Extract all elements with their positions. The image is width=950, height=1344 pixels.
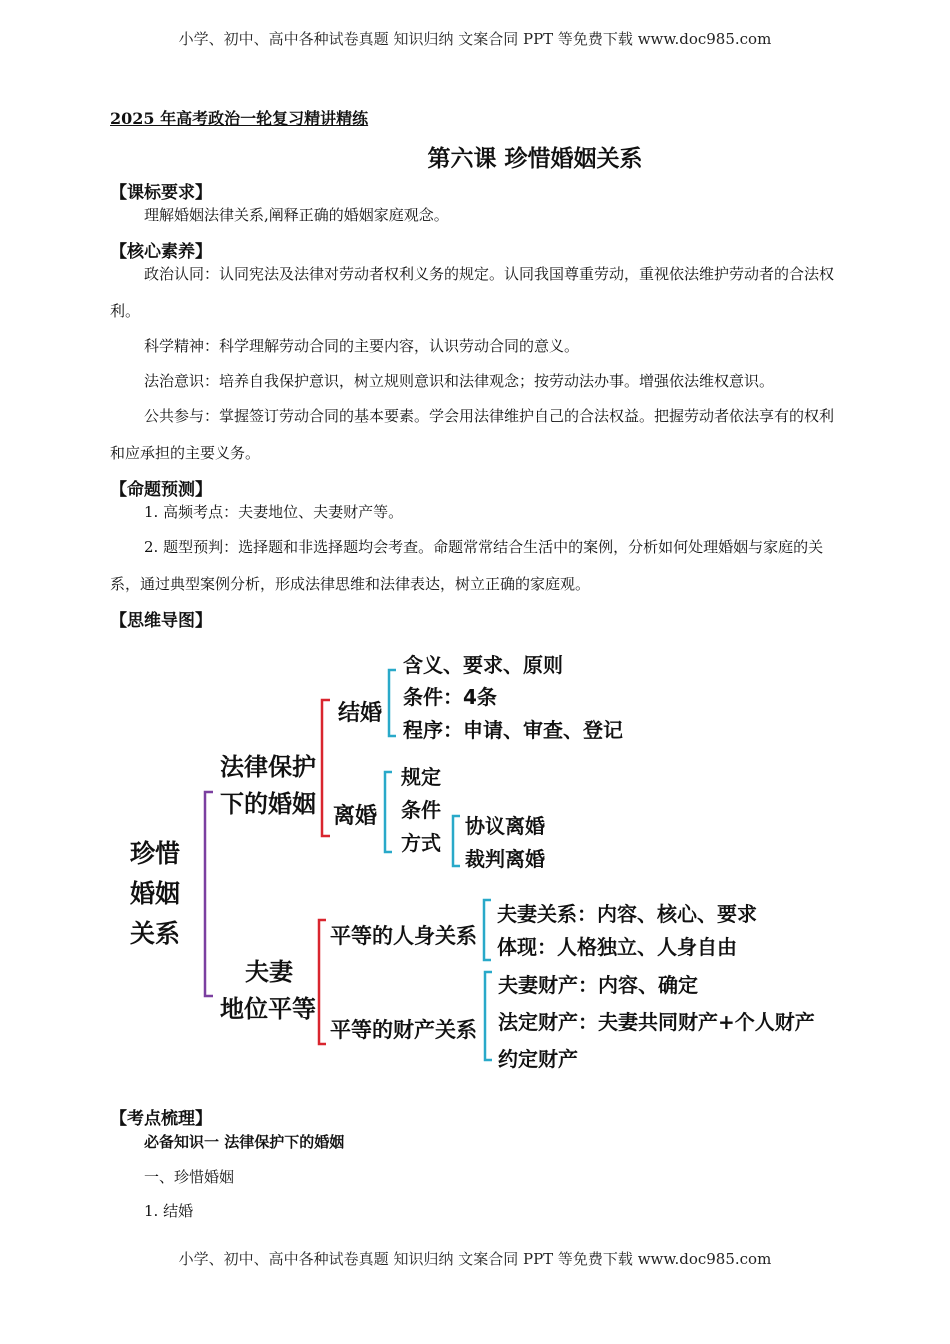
marriage-item-1: 含义、要求、原则 <box>403 653 563 677</box>
points-line-1: 一、珍惜婚姻 <box>144 1168 235 1186</box>
prediction-p1: 1. 高频考点：夫妻地位、夫妻财产等。 <box>144 503 404 521</box>
literacy-p1: 政治认同：认同宪法及法律对劳动者权利义务的规定。认同我国尊重劳动，重视依法维护劳动者的合法权利。 <box>110 265 835 320</box>
branch2-line-1: 夫妻 <box>245 958 293 986</box>
personal-item-2: 体现：人格独立、人身自由 <box>497 935 737 959</box>
divorce-way-2: 裁判离婚 <box>465 847 545 871</box>
branch1-line-2: 下的婚姻 <box>220 790 316 818</box>
divorce-bracket <box>385 772 392 852</box>
points-heading: 【考点梳理】 <box>110 1109 212 1129</box>
personal-item-1: 夫妻关系：内容、核心、要求 <box>497 902 757 926</box>
divorce-item-3: 方式 <box>401 831 441 855</box>
branch1-line-1: 法律保护 <box>220 753 316 781</box>
literacy-heading: 【核心素养】 <box>110 242 212 262</box>
divorce-node: 离婚 <box>333 804 378 829</box>
prediction-p2: 2. 题型预判：选择题和非选择题均会考查。命题常常结合生活中的案例，分析如何处理婚姻与家庭的关系，通过典型案例分析，形成法律思维和法律表达，树立正确的家庭观。 <box>110 538 824 593</box>
personal-bracket <box>484 900 491 960</box>
divorce-way-bracket <box>453 816 460 866</box>
curriculum-heading: 【课标要求】 <box>110 183 212 203</box>
property-item-3: 约定财产 <box>498 1047 578 1071</box>
root-line-3: 关系 <box>130 919 181 948</box>
curriculum-text: 理解婚姻法律关系,阐释正确的婚姻家庭观念。 <box>144 206 449 224</box>
prediction-heading: 【命题预测】 <box>110 480 212 500</box>
root-line-2: 婚姻 <box>130 879 181 908</box>
personal-node: 平等的人身关系 <box>330 924 477 948</box>
branch2-line-2: 地位平等 <box>220 995 316 1023</box>
marriage-bracket <box>389 670 396 736</box>
points-subheading: 必备知识一 法律保护下的婚姻 <box>144 1133 345 1151</box>
mind-map <box>0 640 950 1080</box>
mindmap-heading: 【思维导图】 <box>110 611 212 631</box>
literacy-p2: 科学精神：科学理解劳动合同的主要内容，认识劳动合同的意义。 <box>144 337 580 355</box>
divorce-item-2: 条件 <box>401 798 441 822</box>
root-bracket <box>205 792 213 996</box>
property-bracket <box>485 972 492 1060</box>
literacy-p4: 公共参与：掌握签订劳动合同的基本要素。学会用法律维护自己的合法权益。把握劳动者依法享有的权利和应承担的主要义务。 <box>110 407 835 462</box>
footer-banner: 小学、初中、高中各种试卷真题 知识归纳 文案合同 PPT 等免费下载 www.doc985.com <box>178 1250 772 1268</box>
lesson-title: 第六课 珍惜婚姻关系 <box>427 146 643 172</box>
header-banner: 小学、初中、高中各种试卷真题 知识归纳 文案合同 PPT 等免费下载 www.doc985.com <box>178 30 772 48</box>
literacy-p3: 法治意识：培养自我保护意识，树立规则意识和法律观念；按劳动法办事。增强依法维权意识。 <box>144 372 775 390</box>
points-line-2: 1. 结婚 <box>144 1202 194 1220</box>
property-node: 平等的财产关系 <box>330 1018 477 1042</box>
property-item-1: 夫妻财产：内容、确定 <box>498 973 698 997</box>
divorce-item-1: 规定 <box>401 765 441 789</box>
divorce-way-1: 协议离婚 <box>465 814 545 838</box>
marriage-item-2: 条件：4条 <box>403 685 497 709</box>
branch2-bracket <box>319 920 326 1044</box>
branch1-bracket <box>322 700 330 836</box>
property-item-2: 法定财产：夫妻共同财产+个人财产 <box>498 1010 815 1034</box>
root-line-1: 珍惜 <box>130 839 181 868</box>
marriage-node: 结婚 <box>338 701 383 726</box>
course-title: 2025 年高考政治一轮复习精讲精练 <box>110 109 369 128</box>
marriage-item-3: 程序：申请、审查、登记 <box>403 718 623 742</box>
